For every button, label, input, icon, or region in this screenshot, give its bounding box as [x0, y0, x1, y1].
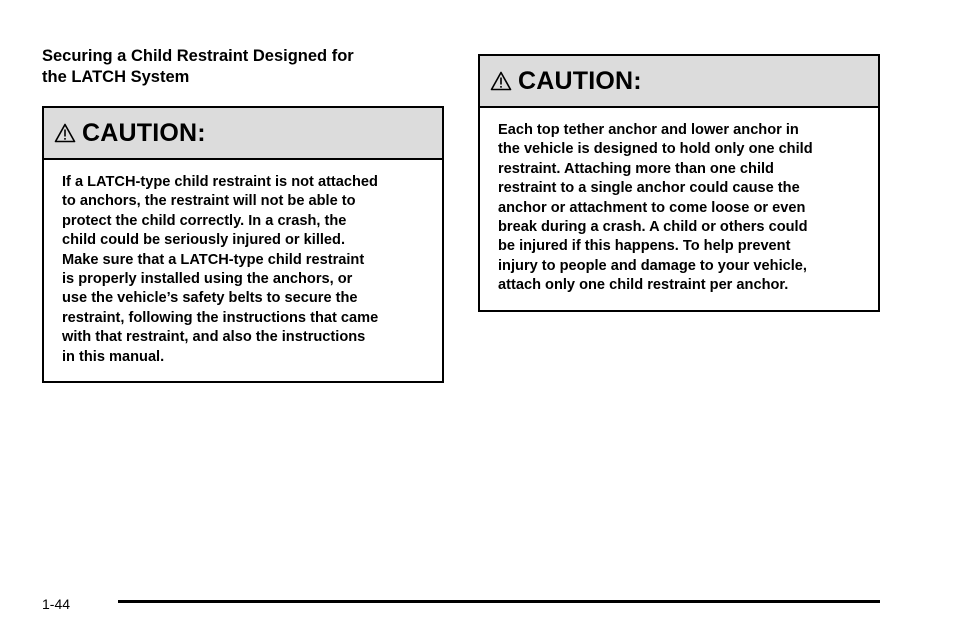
caution-box-latch-attachment [42, 106, 444, 383]
warning-triangle-icon [54, 123, 76, 143]
warning-triangle-icon [490, 71, 512, 91]
caution-header [480, 56, 878, 108]
caution-body: If a LATCH-type child restraint is not attached to anchors, the restraint will not be able to protect the child correctly. In a crash, the child could be seriously injured or killed. Make sure that a LATCH-type child restraint is properly installed using the anchors, or use the vehicle’s safety belts to secure the restraint, following the instructions that came with that restraint, and also the instructions in this manual. [62, 174, 379, 365]
caution-box-anchor-limit [478, 54, 880, 312]
footer-rule [118, 600, 880, 603]
section-title: Securing a Child Restraint Designed for the LATCH System [42, 47, 354, 86]
caution-header [44, 108, 442, 160]
caution-body: Each top tether anchor and lower anchor in the vehicle is designed to hold only one child restraint. Attaching more than one child restraint to a single anchor could cause the anchor or attachment to come loose or even break during a crash. A child or others could be injured if this happens. To help prevent injury to people and damage to your vehicle, attach only one child restraint per anchor. [498, 122, 813, 294]
caution-title: CAUTION: [82, 118, 206, 147]
caution-title: CAUTION: [518, 66, 642, 95]
page-number: 1-44 [42, 596, 71, 612]
